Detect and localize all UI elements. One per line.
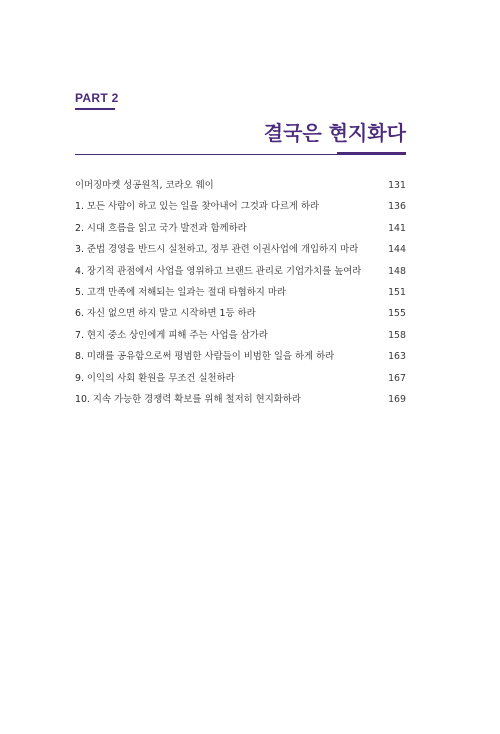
toc-entry xyxy=(75,346,406,367)
toc-entry-title: 10. 지속 가능한 경쟁력 확보를 위해 철저히 현지화하라 xyxy=(75,393,301,405)
toc-entry-page: 155 xyxy=(388,308,406,320)
toc-entry-title: 8. 미래를 공유함으로써 평범한 사람들이 비범한 일을 하게 하라 xyxy=(75,351,335,363)
toc-entry xyxy=(75,368,406,389)
toc-entry xyxy=(75,325,406,346)
toc-entry xyxy=(75,196,406,217)
toc-entry-title: 9. 이익의 사회 환원을 무조건 실천하라 xyxy=(75,372,235,384)
toc-entry-page: 163 xyxy=(388,351,406,363)
toc-entry-page: 136 xyxy=(388,201,406,213)
toc-entry-page: 167 xyxy=(388,372,406,384)
toc-entry-title: 7. 현지 중소 상인에게 피해 주는 사업을 삼가라 xyxy=(75,329,268,341)
toc-entry xyxy=(75,303,406,324)
toc-entry-title: 1. 모든 사람이 하고 있는 일을 찾아내어 그것과 다르게 하라 xyxy=(75,201,320,213)
chapter-title: 결국은 현지화다 xyxy=(263,121,406,145)
toc-entry xyxy=(75,218,406,239)
toc-entry-title: 3. 준법 경영을 반드시 실천하고, 정부 관련 이권사업에 개입하지 마라 xyxy=(75,244,359,256)
toc-entry-title: 2. 시대 흐름을 읽고 국가 발전과 함께하라 xyxy=(75,222,247,234)
toc-entry-title: 4. 장기적 관점에서 사업을 영위하고 브랜드 관리로 기업가치를 높여라 xyxy=(75,265,362,277)
toc-entry-title: 이머징마켓 성공원칙, 코라오 웨이 xyxy=(75,180,214,191)
toc-entry-title: 6. 자신 없으면 하지 말고 시작하면 1등 하라 xyxy=(75,308,256,320)
toc-entry-page: 144 xyxy=(388,244,406,256)
toc-entry-page: 169 xyxy=(388,393,406,405)
toc-entry-page: 141 xyxy=(388,222,406,234)
title-divider-accent xyxy=(337,152,406,155)
toc-entry-title: 5. 고객 만족에 저해되는 일과는 절대 타협하지 마라 xyxy=(75,286,286,298)
table-of-contents xyxy=(75,175,406,410)
part-underline xyxy=(75,108,115,110)
toc-entry-page: 151 xyxy=(388,286,406,298)
toc-entry-page: 148 xyxy=(388,265,406,277)
toc-entry-page: 131 xyxy=(388,180,406,191)
toc-entry-page: 158 xyxy=(388,329,406,341)
toc-entry xyxy=(75,239,406,260)
toc-entry xyxy=(75,282,406,303)
toc-entry xyxy=(75,261,406,282)
part-label: PART 2 xyxy=(75,91,119,105)
toc-entry xyxy=(75,389,406,410)
toc-entry xyxy=(75,175,406,196)
